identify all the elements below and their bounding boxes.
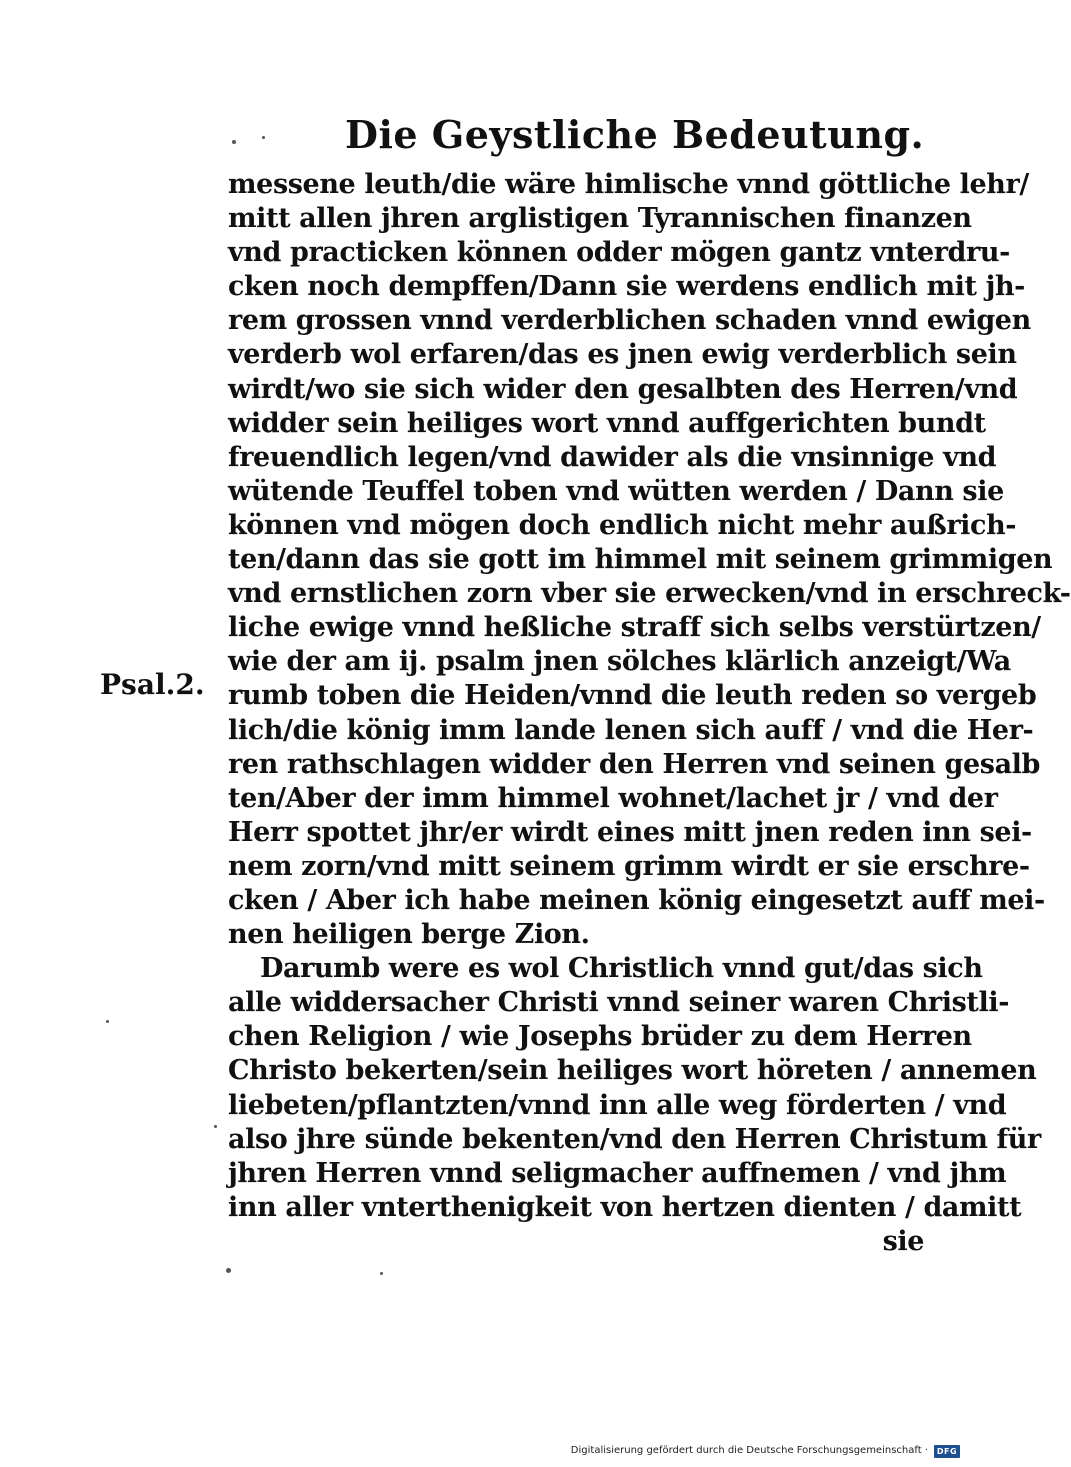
running-head: Die Geystliche Bedeutung. [345,112,925,157]
text-line: mitt allen jhren arglistigen Tyrannischen finanzen [228,203,972,235]
body-text [228,168,1071,1259]
catchword: sie [882,1225,924,1257]
scan-speck [232,140,236,144]
footer-credit [571,1444,960,1458]
text-line: alle widdersacher Christi vnnd seiner waren Christli- [228,987,1010,1019]
text-line: liche ewige vnnd heßliche straff sich selbs verstürtzen/ [228,612,1041,644]
text-line: verderb wol erfaren/das es jnen ewig verderblich sein [228,339,1017,371]
text-line: widder sein heiliges wort vnnd auffgerichten bundt [228,407,986,439]
scan-speck [380,1272,383,1275]
text-line: vnd practicken können odder mögen gantz vnterdru- [228,237,1010,269]
scan-speck [226,1268,231,1273]
text-line: wirdt/wo sie sich wider den gesalbten des Herren/vnd [228,373,1018,405]
text-line-paragraph-start: Darumb were es wol Christlich vnnd gut/das sich [260,953,983,985]
text-line: jhren Herren vnnd seligmacher auffnemen / vnd jhm [228,1157,1007,1189]
scan-speck [262,136,265,139]
text-line: können vnd mögen doch endlich nicht mehr außrich- [228,509,1017,541]
text-line: ren rathschlagen widder den Herren vnd seinen gesalb [228,748,1041,780]
marginal-note: Psal.2. [100,668,205,701]
text-line: ten/dann das sie gott im himmel mit seinem grimmigen [228,544,1053,576]
text-line: also jhre sünde bekenten/vnd den Herren Christum für [228,1123,1041,1155]
text-line: wütende Teuffel toben vnd wütten werden / Dann sie [228,475,1004,507]
text-line: nen heiligen berge Zion. [228,919,590,951]
dfg-logo-icon: DFG [934,1445,960,1458]
text-line: nem zorn/vnd mitt seinem grimm wirdt er sie erschre- [228,850,1030,882]
text-line: messene leuth/die wäre himlische vnnd göttliche lehr/ [228,169,1029,200]
text-line: liebeten/pflantzten/vnnd inn alle weg förderten / vnd [228,1089,1007,1121]
text-line: chen Religion / wie Josephs brüder zu dem Herren [228,1021,972,1053]
text-line: ten/Aber der imm himmel wohnet/lachet jr / vnd der [228,782,998,814]
text-line: vnd ernstlichen zorn vber sie erwecken/vnd in erschreck- [228,578,1071,610]
text-line: Christo bekerten/sein heiliges wort höreten / annemen [228,1055,1037,1087]
text-line: freuendlich legen/vnd dawider als die vnsinnige vnd [228,441,997,473]
text-line: cken noch dempffen/Dann sie werdens endlich mit jh- [228,271,1025,303]
text-line: inn aller vnterthenigkeit von hertzen dienten / damitt [228,1191,1022,1223]
text-line: rumb toben die Heiden/vnnd die leuth reden so vergeb [228,680,1037,712]
credit-text: Digitalisierung gefördert durch die Deutsche Forschungsgemeinschaft · [570,1445,928,1456]
text-line: Herr spottet jhr/er wirdt eines mitt jnen reden inn sei- [228,816,1032,848]
text-line: lich/die könig imm lande lenen sich auff / vnd die Her- [228,714,1034,746]
scan-speck [214,1125,217,1128]
text-line: wie der am ij. psalm jnen sölches klärlich anzeigt/Wa [228,646,1011,678]
text-line: rem grossen vnnd verderblichen schaden vnnd ewigen [228,305,1031,337]
scan-speck [106,1020,109,1023]
text-line: cken / Aber ich habe meinen könig eingesetzt auff mei- [228,884,1045,916]
